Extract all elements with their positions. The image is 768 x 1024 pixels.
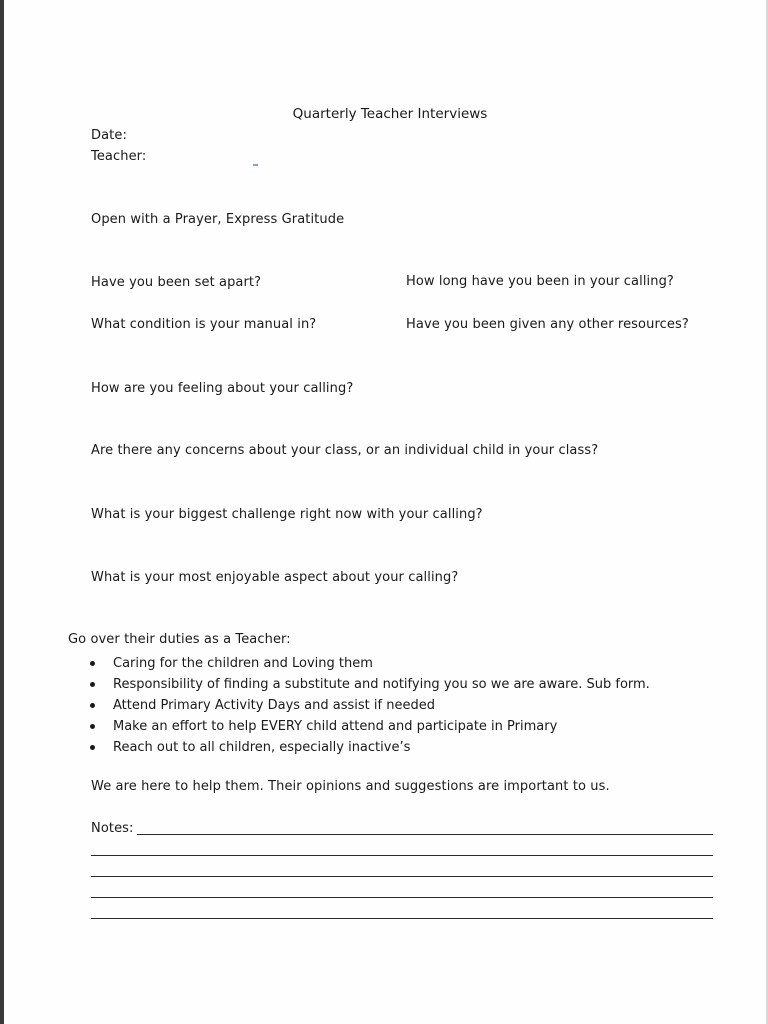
closing-statement: We are here to help them. Their opinions and suggestions are important to us. [91,779,610,794]
duties-list [90,653,650,758]
duty-text: Reach out to all children, especially inactive’s [113,740,411,755]
duties-heading: Go over their duties as a Teacher: [68,632,291,647]
notes-label: Notes: [91,821,134,836]
duty-text: Responsibility of finding a substitute and notifying you so we are aware. Sub form. [113,677,650,692]
bullet-icon [90,724,95,729]
question-other-resources: Have you been given any other resources? [406,317,689,332]
bullet-icon [90,682,95,687]
notes-line [91,855,713,856]
date-label: Date: [91,128,127,143]
question-challenge: What is your biggest challenge right now with your calling? [91,507,483,522]
list-item [90,716,650,737]
list-item [90,653,650,674]
duty-text: Make an effort to help EVERY child attend and participate in Primary [113,719,558,734]
stray-ink-mark [253,164,258,166]
question-feeling: How are you feeling about your calling? [91,381,354,396]
bullet-icon [90,745,95,750]
document-title: Quarterly Teacher Interviews [292,106,488,122]
scan-edge [0,0,4,1024]
notes-line [91,876,713,877]
duty-text: Attend Primary Activity Days and assist if needed [113,698,435,713]
notes-line [137,834,713,835]
question-manual-condition: What condition is your manual in? [91,317,317,332]
bullet-icon [90,661,95,666]
question-how-long: How long have you been in your calling? [406,274,674,289]
question-enjoyable: What is your most enjoyable aspect about your calling? [91,570,459,585]
question-set-apart: Have you been set apart? [91,275,262,290]
bullet-icon [90,703,95,708]
list-item [90,737,650,758]
notes-line [91,897,713,898]
duty-text: Caring for the children and Loving them [113,656,373,671]
teacher-label: Teacher: [91,149,147,164]
opening-instruction: Open with a Prayer, Express Gratitude [91,212,345,227]
notes-line [91,918,713,919]
list-item [90,674,650,695]
question-concerns: Are there any concerns about your class, or an individual child in your class? [91,443,599,458]
list-item [90,695,650,716]
